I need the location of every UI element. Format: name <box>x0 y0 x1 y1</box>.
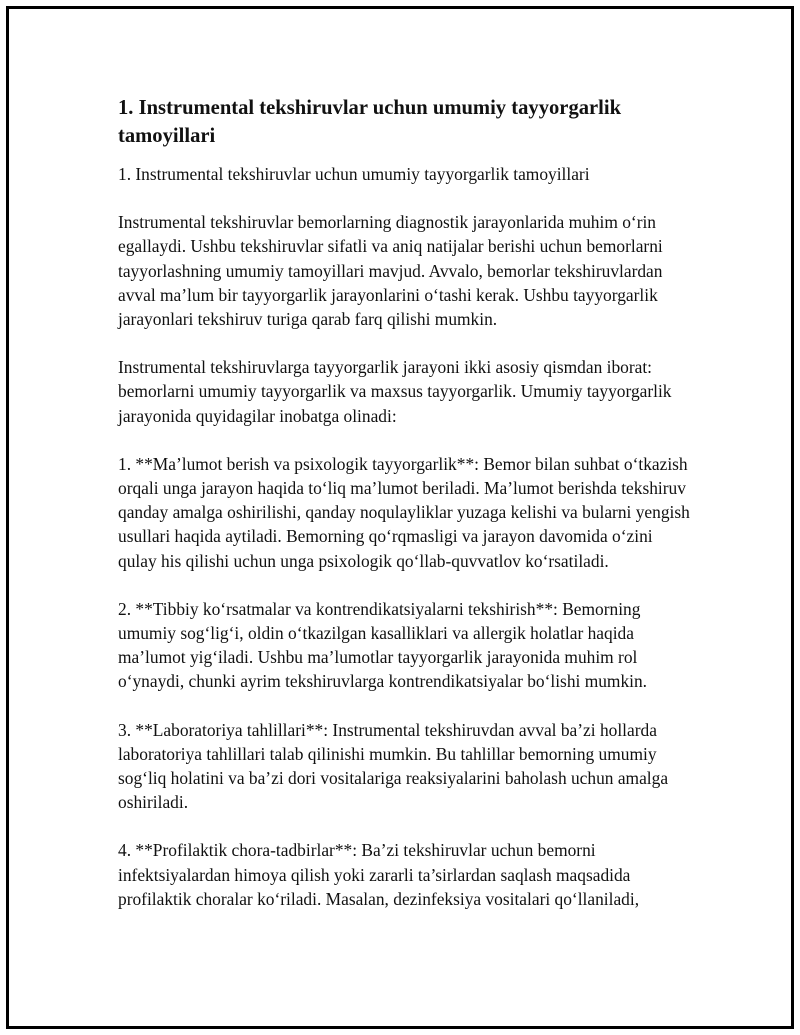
paragraph-subtitle: 1. Instrumental tekshiruvlar uchun umumiy tayyorgarlik tamoyillari <box>118 164 590 184</box>
paragraph-item-4: 4. **Profilaktik chora-tadbirlar**: Ba’zi tekshiruvlar uchun bemorni infektsiyalardan himoya qilish yoki zararli ta’sirlardan saqlash maqsadida profilaktik choralar ko‘riladi. Masalan, dezinfeksiya vositalari qo‘llaniladi, <box>118 840 640 909</box>
paragraph-item-1: 1. **Ma’lumot berish va psixologik tayyorgarlik**: Bemor bilan suhbat o‘tkazish orqali unga jarayon haqida to‘liq ma’lumot beriladi. Ma’lumot berishda tekshiruv qanday amalga oshirilishi, qanday noqulayliklar yuzaga kelishi va bularni yengish usullari haqida aytiladi. Bemorning qo‘rqmasligi va jarayon davomida o‘zini qulay his qilishi uchun unga psixologik qo‘llab-quvvatlov ko‘rsatiladi. <box>118 453 690 571</box>
paragraph-item-3: 3. **Laboratoriya tahlillari**: Instrumental tekshiruvdan avval ba’zi hollarda laboratoriya tahlillari talab qilinishi mumkin. Bu tahlillar bemorning umumiy sog‘liq holatini va ba’zi dori vositalariga reaksiyalarini baholash uchun amalga oshiriladi. <box>118 719 669 813</box>
section-heading: 1. Instrumental tekshiruvlar uchun umumiy tayyorgarlik tamoyillari <box>118 97 622 147</box>
paragraph-item-2: 2. **Tibbiy ko‘rsatmalar va kontrendikatsiyalarni tekshirish**: Bemorning umumiy sog‘lig‘i, oldin o‘tkazilgan kasalliklari va allergik holatlar haqida ma’lumot yig‘iladi. Ushbu ma’lumotlar tayyorgarlik jarayonida muhim rol o‘ynaydi, chunki ayrim tekshiruvlarga kontrendikatsiyalar bo‘lishi mumkin. <box>118 598 648 692</box>
paragraph-intro: Instrumental tekshiruvlar bemorlarning diagnostik jarayonlarida muhim o‘rin egallaydi. Ushbu tekshiruvlar sifatli va aniq natijalar berishi uchun bemorlarni tayyorlashning umumiy tamoyillari mavjud. Avvalo, bemorlar tekshiruvlardan avval ma’lum bir tayyorgarlik jarayonlarini o‘tashi kerak. Ushbu tayyorgarlik jarayonlari tekshiruv turiga qarab farq qilishi mumkin. <box>118 212 663 330</box>
paragraph-overview: Instrumental tekshiruvlarga tayyorgarlik jarayoni ikki asosiy qismdan iborat: bemorlarni umumiy tayyorgarlik va maxsus tayyorgarlik. Umumiy tayyorgarlik jarayonida quyidagilar inobatga olinadi: <box>118 357 672 426</box>
document-body <box>118 94 693 935</box>
